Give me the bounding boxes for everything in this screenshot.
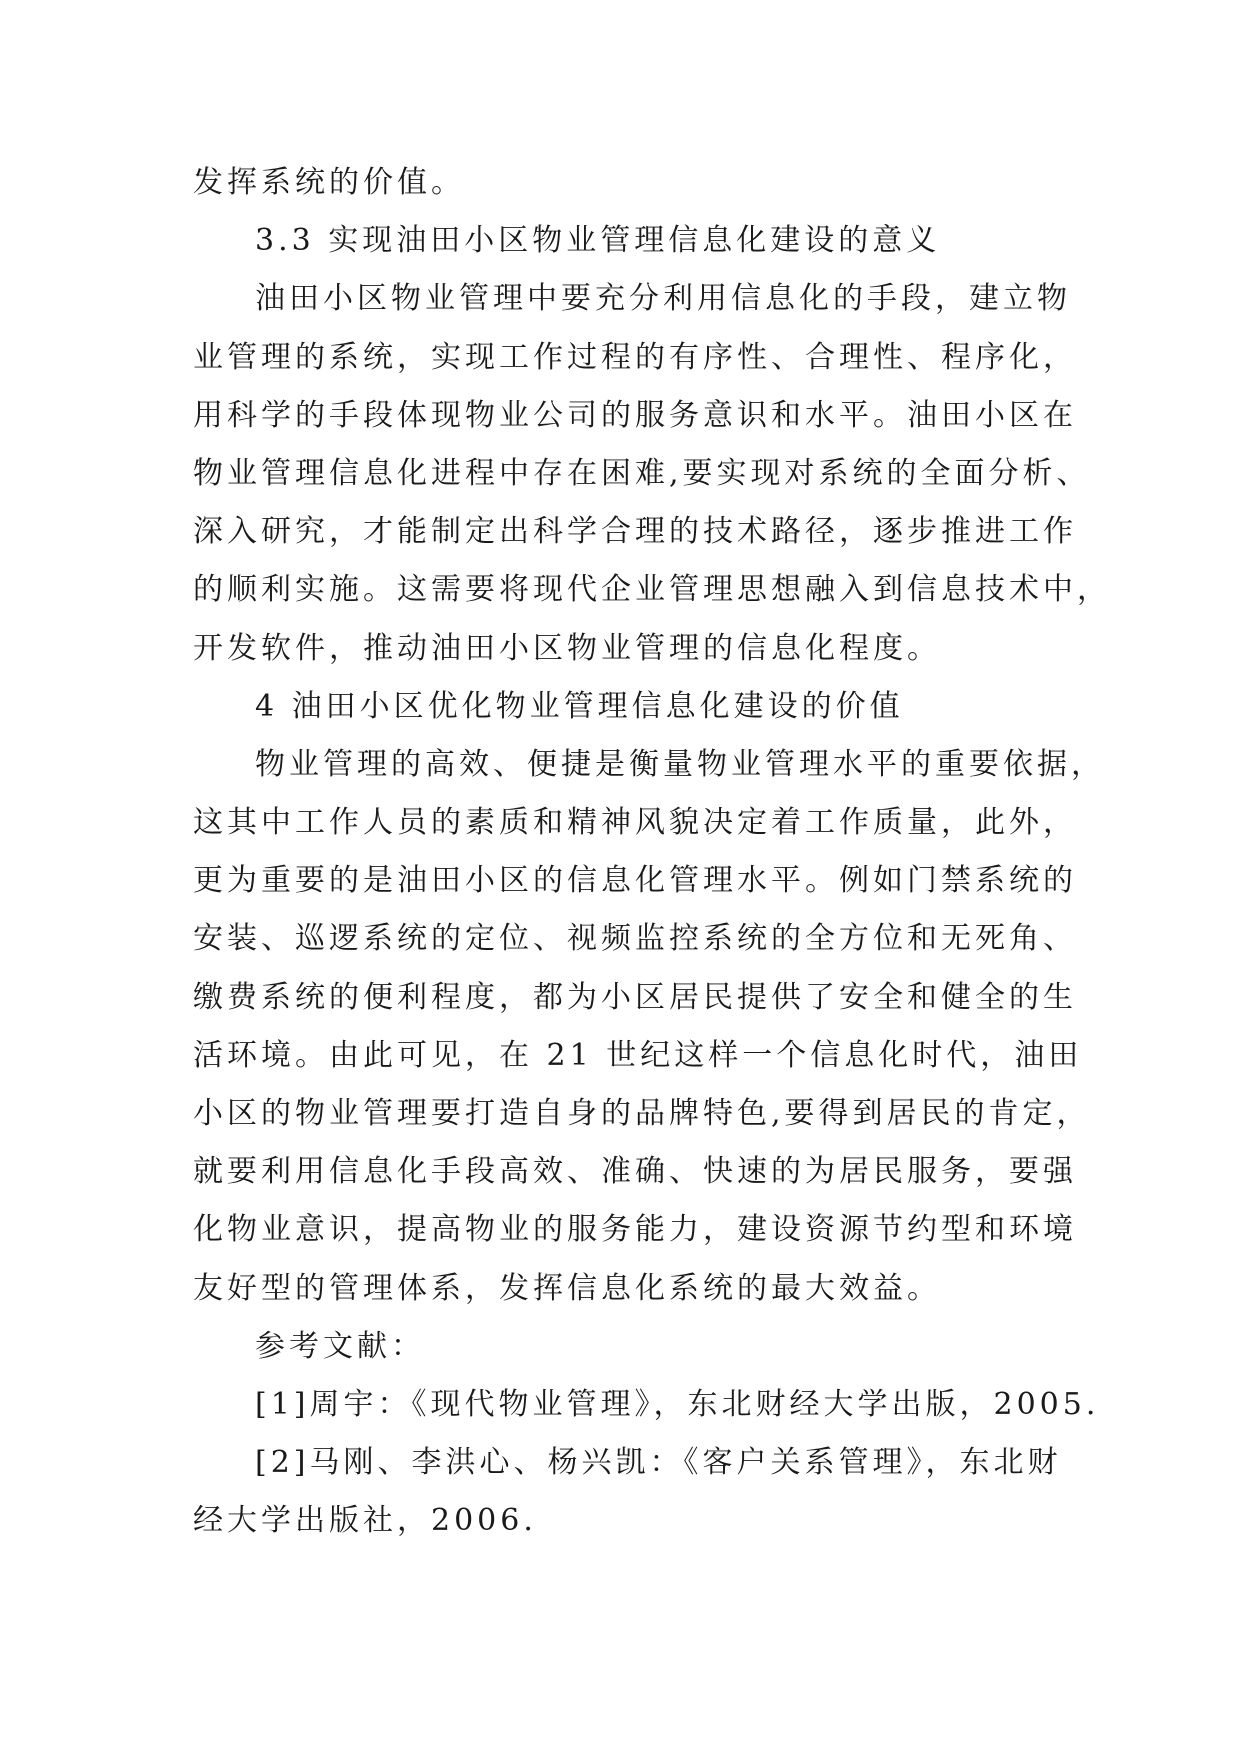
references-heading: 参考文献： — [255, 1328, 425, 1364]
section-heading-4: 4 油田小区优化物业管理信息化建设的价值 — [255, 688, 904, 724]
paragraph-line: 这其中工作人员的素质和精神风貌决定着工作质量，此外， — [193, 805, 1077, 841]
paragraph-line: 业管理的系统，实现工作过程的有序性、合理性、程序化， — [193, 339, 1077, 375]
paragraph-line: 用科学的手段体现物业公司的服务意识和水平。油田小区在 — [193, 397, 1077, 433]
paragraph-line: 小区的物业管理要打造自身的品牌特色,要得到居民的肯定， — [193, 1096, 1091, 1131]
paragraph-line: 发挥系统的价值。 — [193, 165, 465, 200]
reference-item-1: [1]周宇：《现代物业管理》，东北财经大学出版，2005. — [255, 1386, 1100, 1422]
paragraph-line: 物业管理的高效、便捷是衡量物业管理水平的重要依据， — [255, 746, 1105, 782]
paragraph-line: 更为重要的是油田小区的信息化管理水平。例如门禁系统的 — [193, 863, 1077, 899]
paragraph-line: 安装、巡逻系统的定位、视频监控系统的全方位和无死角、 — [193, 921, 1077, 957]
section-heading-3-3: 3.3 实现油田小区物业管理信息化建设的意义 — [255, 223, 941, 259]
paragraph-line: 就要利用信息化手段高效、准确、快速的为居民服务，要强 — [193, 1154, 1077, 1190]
paragraph-line: 的顺利实施。这需要将现代企业管理思想融入到信息技术中， — [193, 572, 1111, 608]
paragraph-line: 化物业意识，提高物业的服务能力，建设资源节约型和环境 — [193, 1212, 1077, 1248]
paragraph-line: 物业管理信息化进程中存在困难,要实现对系统的全面分析、 — [193, 455, 1091, 491]
paragraph-line: 油田小区物业管理中要充分利用信息化的手段，建立物 — [255, 281, 1071, 317]
reference-item-2-continuation: 经大学出版社，2006. — [193, 1503, 537, 1539]
document-body — [193, 154, 1111, 1551]
reference-item-2: [2]马刚、李洪心、杨兴凯：《客户关系管理》，东北财 — [255, 1445, 1062, 1481]
paragraph-line: 缴费系统的便利程度，都为小区居民提供了安全和健全的生 — [193, 979, 1077, 1015]
paragraph-line: 深入研究，才能制定出科学合理的技术路径，逐步推进工作 — [193, 514, 1077, 550]
paragraph-line: 开发软件，推动油田小区物业管理的信息化程度。 — [193, 630, 941, 666]
paragraph-line: 活环境。由此可见，在 21 世纪这样一个信息化时代，油田 — [193, 1037, 1083, 1073]
paragraph-line: 友好型的管理体系，发挥信息化系统的最大效益。 — [193, 1270, 941, 1306]
